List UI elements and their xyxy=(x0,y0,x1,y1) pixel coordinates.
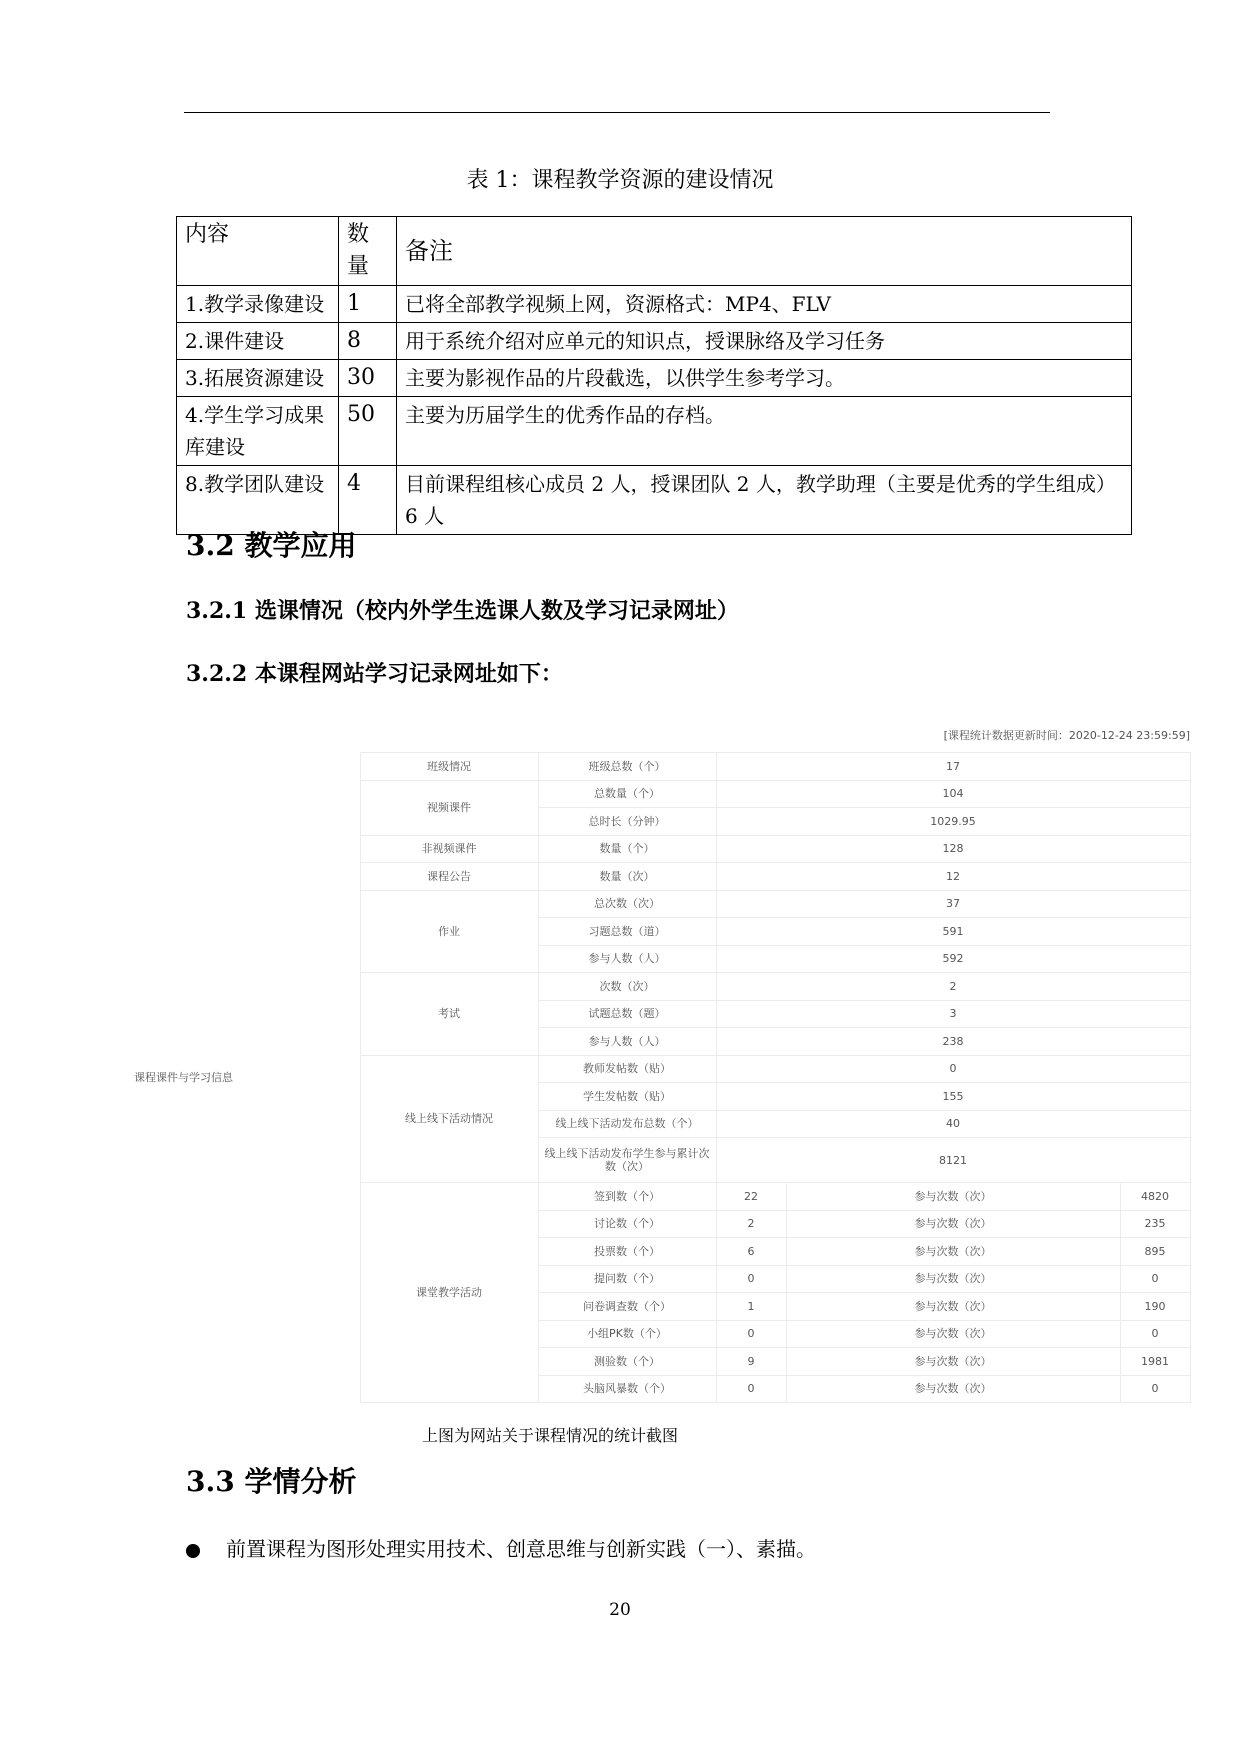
stats-group: 课程公告 xyxy=(360,863,538,891)
stats-label: 数量（次） xyxy=(538,863,716,891)
stats-value: 37 xyxy=(716,890,1190,918)
row-note: 用于系统介绍对应单元的知识点，授课脉络及学习任务 xyxy=(397,323,1132,360)
activity-label: 问卷调查数（个） xyxy=(538,1293,716,1321)
table-header-row xyxy=(177,217,1132,286)
participation-label: 参与次数（次） xyxy=(786,1375,1120,1403)
activity-label: 头脑风暴数（个） xyxy=(538,1375,716,1403)
participation-value: 0 xyxy=(1120,1375,1190,1403)
stats-group: 班级情况 xyxy=(360,753,538,781)
resource-table xyxy=(176,216,1132,535)
activity-count: 22 xyxy=(716,1183,786,1211)
course-stats-table xyxy=(130,752,1191,1403)
row-count: 30 xyxy=(339,360,397,397)
activity-count: 2 xyxy=(716,1210,786,1238)
stats-label: 班级总数（个） xyxy=(538,753,716,781)
stats-label: 参与人数（人） xyxy=(538,945,716,973)
bullet-item xyxy=(186,1533,816,1562)
table-caption: 表 1：课程教学资源的建设情况 xyxy=(466,168,774,193)
row-content: 4.学生学习成果库建设 xyxy=(177,397,339,466)
row-count: 1 xyxy=(339,286,397,323)
activity-count: 1 xyxy=(716,1293,786,1321)
participation-label: 参与次数（次） xyxy=(786,1210,1120,1238)
participation-value: 4820 xyxy=(1120,1183,1190,1211)
participation-value: 190 xyxy=(1120,1293,1190,1321)
stats-label: 教师发帖数（贴） xyxy=(538,1055,716,1083)
participation-label: 参与次数（次） xyxy=(786,1293,1120,1321)
row-note: 已将全部教学视频上网，资源格式：MP4、FLV xyxy=(397,286,1132,323)
activity-count: 6 xyxy=(716,1238,786,1266)
stats-label: 总数量（个） xyxy=(538,780,716,808)
activity-label: 小组PK数（个） xyxy=(538,1320,716,1348)
bullet-dot-icon xyxy=(186,1544,200,1558)
section-heading-3-3: 3.3 学情分析 xyxy=(186,1465,357,1498)
stats-group: 视频课件 xyxy=(360,780,538,835)
stats-label: 数量（个） xyxy=(538,835,716,863)
activity-count: 9 xyxy=(716,1348,786,1376)
activity-label: 讨论数（个） xyxy=(538,1210,716,1238)
header-count: 数量 xyxy=(339,217,397,286)
activity-label: 投票数（个） xyxy=(538,1238,716,1266)
stats-value: 8121 xyxy=(716,1138,1190,1183)
stats-value: 591 xyxy=(716,918,1190,946)
participation-value: 235 xyxy=(1120,1210,1190,1238)
table-row xyxy=(177,360,1132,397)
row-content: 1.教学录像建设 xyxy=(177,286,339,323)
row-content: 2.课件建设 xyxy=(177,323,339,360)
row-content: 3.拓展资源建设 xyxy=(177,360,339,397)
stats-label: 习题总数（道） xyxy=(538,918,716,946)
participation-label: 参与次数（次） xyxy=(786,1265,1120,1293)
stats-value: 0 xyxy=(716,1055,1190,1083)
participation-value: 1981 xyxy=(1120,1348,1190,1376)
stats-value: 104 xyxy=(716,780,1190,808)
header-note: 备注 xyxy=(397,217,1132,286)
stats-value: 128 xyxy=(716,835,1190,863)
stats-group: 课堂教学活动 xyxy=(360,1183,538,1403)
row-count: 8 xyxy=(339,323,397,360)
stats-label: 线上线下活动发布总数（个） xyxy=(538,1110,716,1138)
stats-label: 试题总数（题） xyxy=(538,1000,716,1028)
bullet-text: 前置课程为图形处理实用技术、创意思维与创新实践（一）、素描。 xyxy=(226,1537,816,1561)
stats-value: 155 xyxy=(716,1083,1190,1111)
stats-row xyxy=(130,753,1190,781)
stats-value: 17 xyxy=(716,753,1190,781)
stats-value: 2 xyxy=(716,973,1190,1001)
stats-value: 12 xyxy=(716,863,1190,891)
stats-value: 592 xyxy=(716,945,1190,973)
stats-group: 非视频课件 xyxy=(360,835,538,863)
stats-root-label: 课程课件与学习信息 xyxy=(130,753,360,1403)
participation-value: 895 xyxy=(1120,1238,1190,1266)
stats-value: 1029.95 xyxy=(716,808,1190,836)
stats-group: 作业 xyxy=(360,890,538,973)
section-heading-3-2-2: 3.2.2 本课程网站学习记录网址如下： xyxy=(186,661,563,687)
row-note: 主要为历届学生的优秀作品的存档。 xyxy=(397,397,1132,466)
table-row xyxy=(177,397,1132,466)
table-row xyxy=(177,323,1132,360)
stats-label: 线上线下活动发布学生参与累计次数（次） xyxy=(538,1138,716,1183)
section-heading-3-2-1: 3.2.1 选课情况（校内外学生选课人数及学习记录网址） xyxy=(186,598,739,624)
activity-label: 签到数（个） xyxy=(538,1183,716,1211)
activity-count: 0 xyxy=(716,1265,786,1293)
stats-value: 3 xyxy=(716,1000,1190,1028)
participation-label: 参与次数（次） xyxy=(786,1320,1120,1348)
row-note: 主要为影视作品的片段截选，以供学生参考学习。 xyxy=(397,360,1132,397)
page-number: 20 xyxy=(609,1600,631,1620)
row-note: 目前课程组核心成员 2 人，授课团队 2 人，教学助理（主要是优秀的学生组成）6 人 xyxy=(397,466,1132,535)
stats-label: 参与人数（人） xyxy=(538,1028,716,1056)
stats-label: 总次数（次） xyxy=(538,890,716,918)
activity-label: 测验数（个） xyxy=(538,1348,716,1376)
row-count: 4 xyxy=(339,466,397,535)
activity-count: 0 xyxy=(716,1320,786,1348)
header-content: 内容 xyxy=(177,217,339,286)
stats-label: 次数（次） xyxy=(538,973,716,1001)
stats-label: 总时长（分钟） xyxy=(538,808,716,836)
row-count: 50 xyxy=(339,397,397,466)
stats-group: 线上线下活动情况 xyxy=(360,1055,538,1183)
table-row xyxy=(177,286,1132,323)
row-content: 8.教学团队建设 xyxy=(177,466,339,535)
stats-value: 40 xyxy=(716,1110,1190,1138)
stats-value: 238 xyxy=(716,1028,1190,1056)
participation-value: 0 xyxy=(1120,1320,1190,1348)
participation-label: 参与次数（次） xyxy=(786,1348,1120,1376)
section-heading-3-2: 3.2 教学应用 xyxy=(186,529,357,562)
activity-count: 0 xyxy=(716,1375,786,1403)
header-rule xyxy=(184,112,1050,113)
participation-value: 0 xyxy=(1120,1265,1190,1293)
activity-label: 提问数（个） xyxy=(538,1265,716,1293)
stats-group: 考试 xyxy=(360,973,538,1056)
stats-label: 学生发帖数（贴） xyxy=(538,1083,716,1111)
participation-label: 参与次数（次） xyxy=(786,1238,1120,1266)
figure-caption: 上图为网站关于课程情况的统计截图 xyxy=(421,1426,678,1445)
stats-update-time: [课程统计数据更新时间：2020-12-24 23:59:59] xyxy=(943,729,1190,742)
participation-label: 参与次数（次） xyxy=(786,1183,1120,1211)
